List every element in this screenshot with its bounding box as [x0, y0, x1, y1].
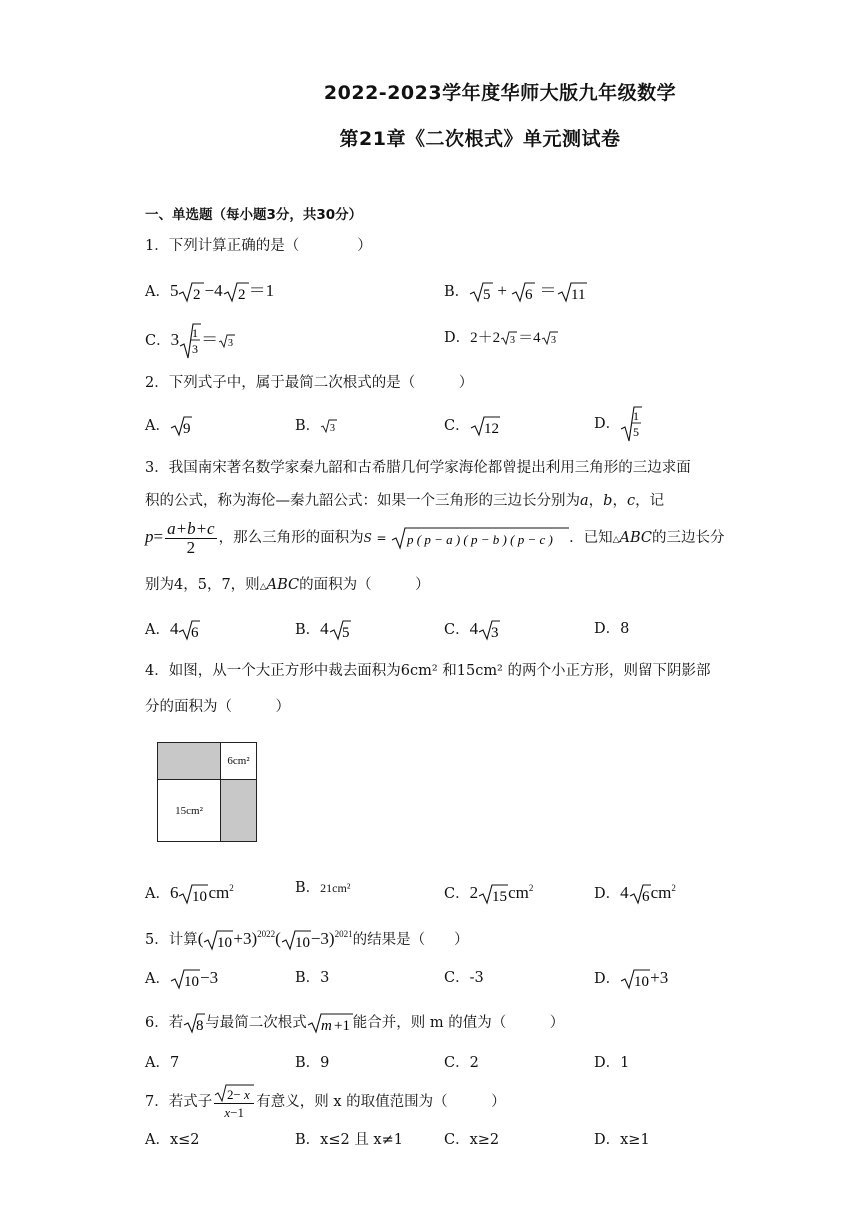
shaded-region-right — [221, 780, 256, 841]
page-title: 2022-2023学年度华师大版九年级数学 — [323, 82, 677, 104]
svg-text:3: 3 — [192, 342, 199, 356]
svg-text:10: 10 — [192, 889, 208, 905]
svg-text:m: m — [320, 1018, 332, 1034]
svg-text:+1: +1 — [333, 1018, 350, 1034]
q4-option-d: D．4 6 $cm^2$ — [594, 883, 676, 905]
q6-option-a: A．7 — [145, 1055, 180, 1071]
svg-text:6: 6 — [525, 287, 533, 303]
svg-text:5: 5 — [341, 625, 350, 641]
q4-option-b: B．21cm² — [295, 880, 351, 896]
svg-text:x: x — [244, 1086, 251, 1102]
question-3-line-3: p= $\frac{a+b+c}{2}$ ，那么三角形的面积为S = p ( p − a ) ( p − b ) ( p − c ) ．已知△ABC的三边长分 — [145, 518, 725, 557]
q3-option-c: C．4 3 — [444, 619, 499, 641]
svg-text:5: 5 — [483, 287, 491, 303]
question-4-line-1: 4．如图，从一个大正方形中裁去面积为6cm² 和15cm² 的两个小正方形，则留下阴影部 — [145, 663, 711, 679]
svg-text:10: 10 — [183, 974, 199, 990]
svg-text:3: 3 — [330, 423, 336, 434]
svg-text:6: 6 — [191, 625, 199, 641]
shaded-region-top — [158, 743, 221, 780]
q6-option-d: D．1 — [594, 1055, 630, 1071]
question-2-stem: 2．下列式子中，属于最简二次根式的是（ ） — [145, 375, 474, 391]
q7-option-a: A．x≤2 — [145, 1132, 200, 1148]
svg-text:10: 10 — [634, 974, 650, 990]
q5-option-c: C．-3 — [444, 970, 484, 986]
question-3-line-2: 积的公式，称为海伦—秦九韶公式：如果一个三角形的三边长分别为a，b，c，记 — [145, 493, 665, 509]
svg-text:1: 1 — [633, 409, 640, 423]
q2-option-b: B． 3 — [295, 418, 336, 434]
q7-option-c: C．x≥2 — [444, 1132, 500, 1148]
section-heading: 一、单选题（每小题3分，共30分） — [145, 207, 363, 223]
q2-option-d: D． 1 5 — [594, 405, 642, 443]
svg-text:15: 15 — [492, 889, 508, 905]
q1-option-b: B． 5 + 6 ＝ 11 — [444, 281, 585, 303]
svg-text:10: 10 — [217, 935, 233, 951]
svg-text:2−: 2− — [227, 1086, 242, 1102]
squares-figure — [157, 742, 257, 842]
svg-text:3: 3 — [550, 335, 556, 346]
q5-option-d: D． 10 +3 — [594, 968, 669, 990]
svg-text:3: 3 — [491, 625, 499, 641]
q3-option-a: A．4 6 — [145, 619, 199, 641]
small-square-label: 6cm² — [221, 743, 256, 780]
q1-option-c: C．3 1 3 ＝ 3 — [145, 326, 234, 356]
q7-option-d: D．x≥1 — [594, 1132, 650, 1148]
svg-text:6: 6 — [641, 889, 650, 905]
svg-text:5: 5 — [633, 425, 640, 439]
question-7-stem: 7．若式子 2− x x−1 有意义，则 x 的取值范围为（ ） — [145, 1086, 506, 1120]
q4-option-c: C．2 15 $cm^2$ — [444, 883, 534, 905]
question-3-line-1: 3．我国南宋著名数学家秦九韶和古希腊几何学家海伦都曾提出利用三角形的三边求面 — [145, 460, 691, 476]
svg-text:9: 9 — [182, 421, 191, 437]
q1-option-a: A．5 2 −4 2 ＝1 — [145, 281, 275, 303]
q4-option-a: A．6 10 $cm^2$ — [145, 883, 234, 905]
q7-option-b: B．x≤2 且 x≠1 — [295, 1132, 403, 1148]
q2-option-c: C． 12 — [444, 418, 499, 437]
svg-text:2: 2 — [193, 287, 201, 303]
svg-text:11: 11 — [570, 287, 585, 303]
q3-option-d: D．8 — [594, 621, 630, 637]
q2-option-a: A． 9 — [145, 418, 191, 437]
q5-option-a: A． 10 −3 — [145, 968, 219, 990]
svg-text:3: 3 — [510, 335, 516, 346]
svg-text:p ( p − a ) ( p − b ) ( p − c: p ( p − a ) ( p − b ) ( p − c ) — [407, 532, 553, 547]
large-square-label: 15cm² — [158, 780, 221, 841]
svg-text:12: 12 — [483, 421, 499, 437]
q3-option-b: B．4 5 — [295, 619, 350, 641]
svg-text:8: 8 — [196, 1018, 204, 1034]
question-1-stem: 1．下列计算正确的是（ ） — [145, 238, 372, 254]
svg-text:10: 10 — [294, 935, 310, 951]
q5-option-b: B．3 — [295, 970, 330, 986]
q6-option-c: C．2 — [444, 1055, 479, 1071]
question-3-line-4: 别为4，5，7，则△ABC的面积为（ ） — [145, 577, 430, 593]
question-4-line-2: 分的面积为（ ） — [145, 699, 290, 715]
q1-option-d: D．2＋2 3 ＝4 3 — [444, 330, 556, 346]
page-subtitle: 第21章《二次根式》单元测试卷 — [339, 128, 621, 150]
svg-text:3: 3 — [228, 338, 234, 349]
svg-text:1: 1 — [192, 326, 199, 340]
q6-option-b: B．9 — [295, 1055, 330, 1071]
question-5-stem: 5．计算( 10 +3)$^{2022}$( 10 −3)$^{2021}$的结果是（ ） — [145, 929, 469, 951]
svg-text:2: 2 — [237, 287, 246, 303]
question-6-stem: 6．若 8 与最简二次根式 m +1 能合并，则 m 的值为（ ） — [145, 1015, 565, 1034]
